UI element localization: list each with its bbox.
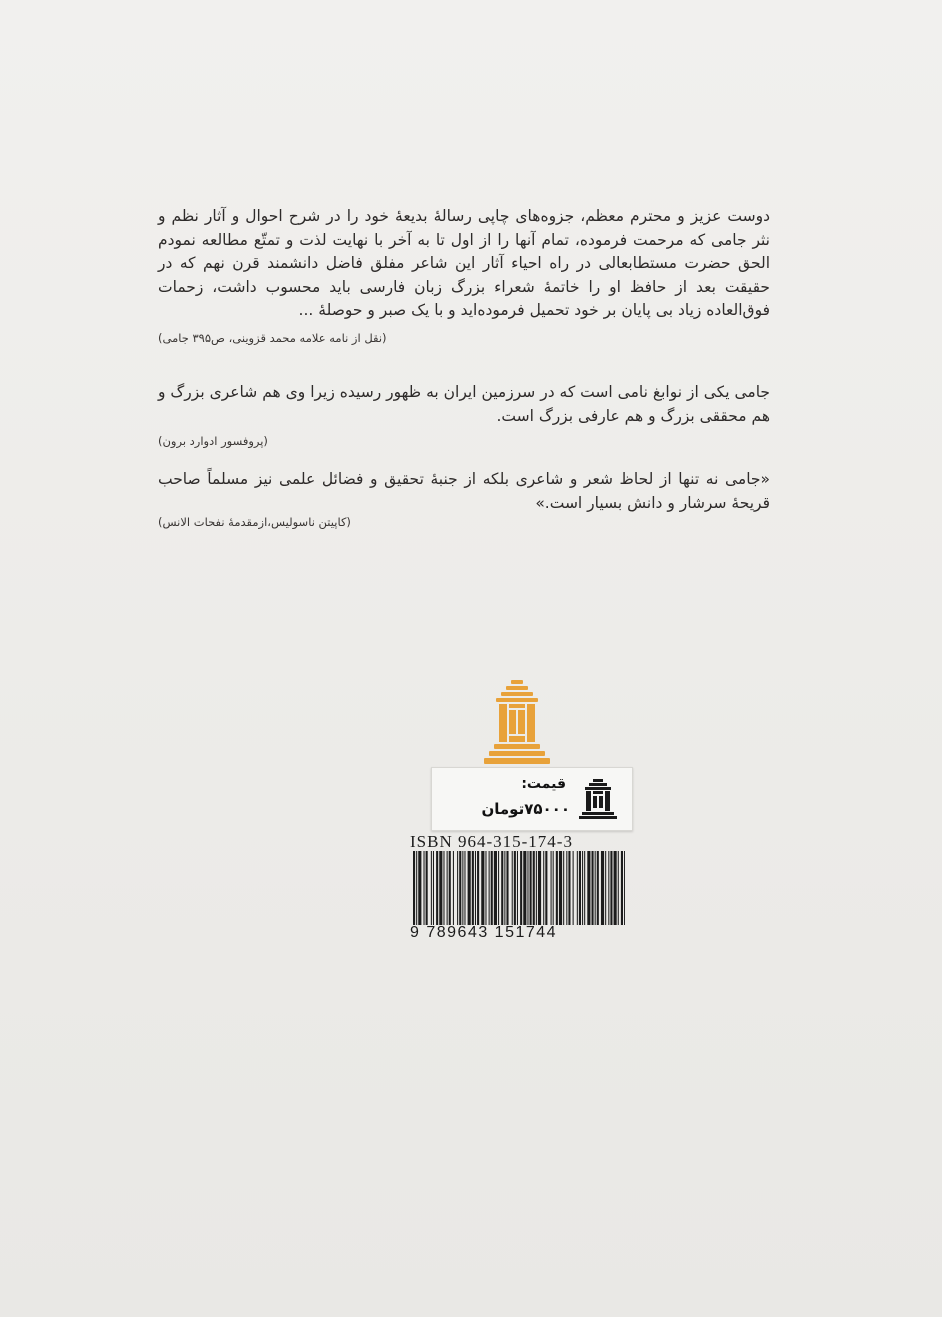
barcode-bar: [523, 851, 526, 925]
barcode-bar: [559, 851, 562, 925]
barcode: [413, 851, 625, 925]
barcode-bar: [475, 851, 476, 925]
barcode-bar: [485, 851, 486, 925]
barcode-bar: [584, 851, 585, 925]
barcode-bar: [418, 851, 421, 925]
barcode-bar: [543, 851, 544, 925]
price-label: قیمت:: [521, 776, 566, 792]
barcode-bar: [605, 851, 606, 925]
barcode-bar: [538, 851, 541, 925]
barcode-bar: [614, 851, 617, 925]
barcode-bar: [520, 851, 522, 925]
barcode-bar: [601, 851, 604, 925]
quote-qazvini-text: دوست عزیز و محترم معظم، جزوه‌های چاپی رسالهٔ بدیعهٔ خود را در شرح احوال و آثار نظم و نثر جامی که مرحمت فرموده، تمام آنها را از اول تا به آخر با نهایت لذت و تمتّع مطالعه نمودم الحق حضرت مستطابعالی در راه احیاء آثار این شاعر مفلق فاضل دانشمند قرن نهم که در حقیقت بعد از حافظ او را خاتمهٔ شعراء بزرگ زبان فارسی باید محسوب داشت، زحمات فوق‌العاده زیاد بی پایان بر خود تحمیل فرموده‌اید و با یک صبر و حوصلهٔ ...: [158, 207, 770, 320]
barcode-bar: [597, 851, 599, 925]
barcode-bar: [563, 851, 564, 925]
barcode-bar: [426, 851, 428, 925]
ean-number: 9 789643 151744: [410, 924, 558, 941]
barcode-bar: [504, 851, 505, 925]
barcode-bar: [512, 851, 513, 925]
quote-browne-text: جامی یکی از نوابغ نامی است که در سرزمین ایران به ظهور رسیده زیرا وی هم شاعری بزرگ و هم محققی بزرگ و هم عارفی بزرگ است.: [158, 383, 770, 425]
barcode-bar: [618, 851, 619, 925]
barcode-bar: [443, 851, 444, 925]
barcode-bar: [413, 851, 415, 925]
barcode-bar: [472, 851, 474, 925]
barcode-bar: [595, 851, 596, 925]
barcode-bar: [514, 851, 516, 925]
barcode-bar: [449, 851, 451, 925]
barcode-bar: [457, 851, 458, 925]
barcode-bar: [624, 851, 625, 925]
barcode-bar: [545, 851, 547, 925]
barcode-bar: [431, 851, 432, 925]
barcode-bar: [553, 851, 554, 925]
barcode-bar: [517, 851, 518, 925]
barcode-bar: [573, 851, 574, 925]
barcode-bar: [582, 851, 583, 925]
barcode-bar: [468, 851, 471, 925]
barcode-bar: [481, 851, 484, 925]
barcode-bar: [610, 851, 612, 925]
barcode-bar: [608, 851, 609, 925]
barcode-bar: [464, 851, 465, 925]
quote-qazvini: [158, 205, 770, 347]
barcode-bar: [556, 851, 558, 925]
publisher-emblem-small-icon: [576, 778, 620, 822]
barcode-bar: [506, 851, 508, 925]
price-value: ۷۵۰۰۰تومان: [481, 800, 570, 818]
barcode-bar: [568, 851, 570, 925]
barcode-bar: [579, 851, 581, 925]
barcode-bar: [592, 851, 594, 925]
quote-nassau-lees-citation: (کاپیتن ناسولیس،ازمقدمهٔ نفحات الانس): [158, 515, 351, 530]
isbn-number: ISBN 964-315-174-3: [410, 832, 573, 851]
quote-nassau-lees: [158, 468, 770, 531]
barcode-bar: [489, 851, 490, 925]
barcode-bar: [491, 851, 493, 925]
barcode-bar: [424, 851, 425, 925]
barcode-bar: [533, 851, 535, 925]
barcode-bar: [436, 851, 438, 925]
barcode-bar: [462, 851, 463, 925]
publisher-emblem-icon: [484, 680, 550, 764]
barcode-bar: [530, 851, 532, 925]
quote-browne: [158, 381, 770, 450]
barcode-bar: [527, 851, 528, 925]
barcode-bar: [566, 851, 567, 925]
price-sticker: [431, 767, 633, 831]
quote-nassau-lees-text: «جامی نه تنها از لحاظ شعر و شاعری بلکه از جنبهٔ تحقیق و فضائل علمی نیز مسلماً صاحب قریحهٔ سرشار و دانش بسیار است.»: [158, 470, 770, 512]
barcode-bar: [477, 851, 479, 925]
barcode-bar: [577, 851, 578, 925]
quote-browne-citation: (پروفسور ادوارد برون): [158, 434, 268, 449]
barcode-bar: [459, 851, 461, 925]
barcode-bar: [447, 851, 448, 925]
barcode-bar: [587, 851, 590, 925]
barcode-bar: [494, 851, 497, 925]
barcode-bar: [453, 851, 454, 925]
barcode-bar: [621, 851, 623, 925]
barcode-bar: [536, 851, 537, 925]
barcode-bar: [498, 851, 499, 925]
barcode-bar: [416, 851, 417, 925]
barcode-bar: [501, 851, 503, 925]
quote-qazvini-citation: (نقل از نامه علامه محمد قزوینی، ص۳۹۵ جامی): [158, 330, 387, 345]
barcode-bar: [433, 851, 434, 925]
barcode-bar: [551, 851, 552, 925]
barcode-bar: [439, 851, 442, 925]
